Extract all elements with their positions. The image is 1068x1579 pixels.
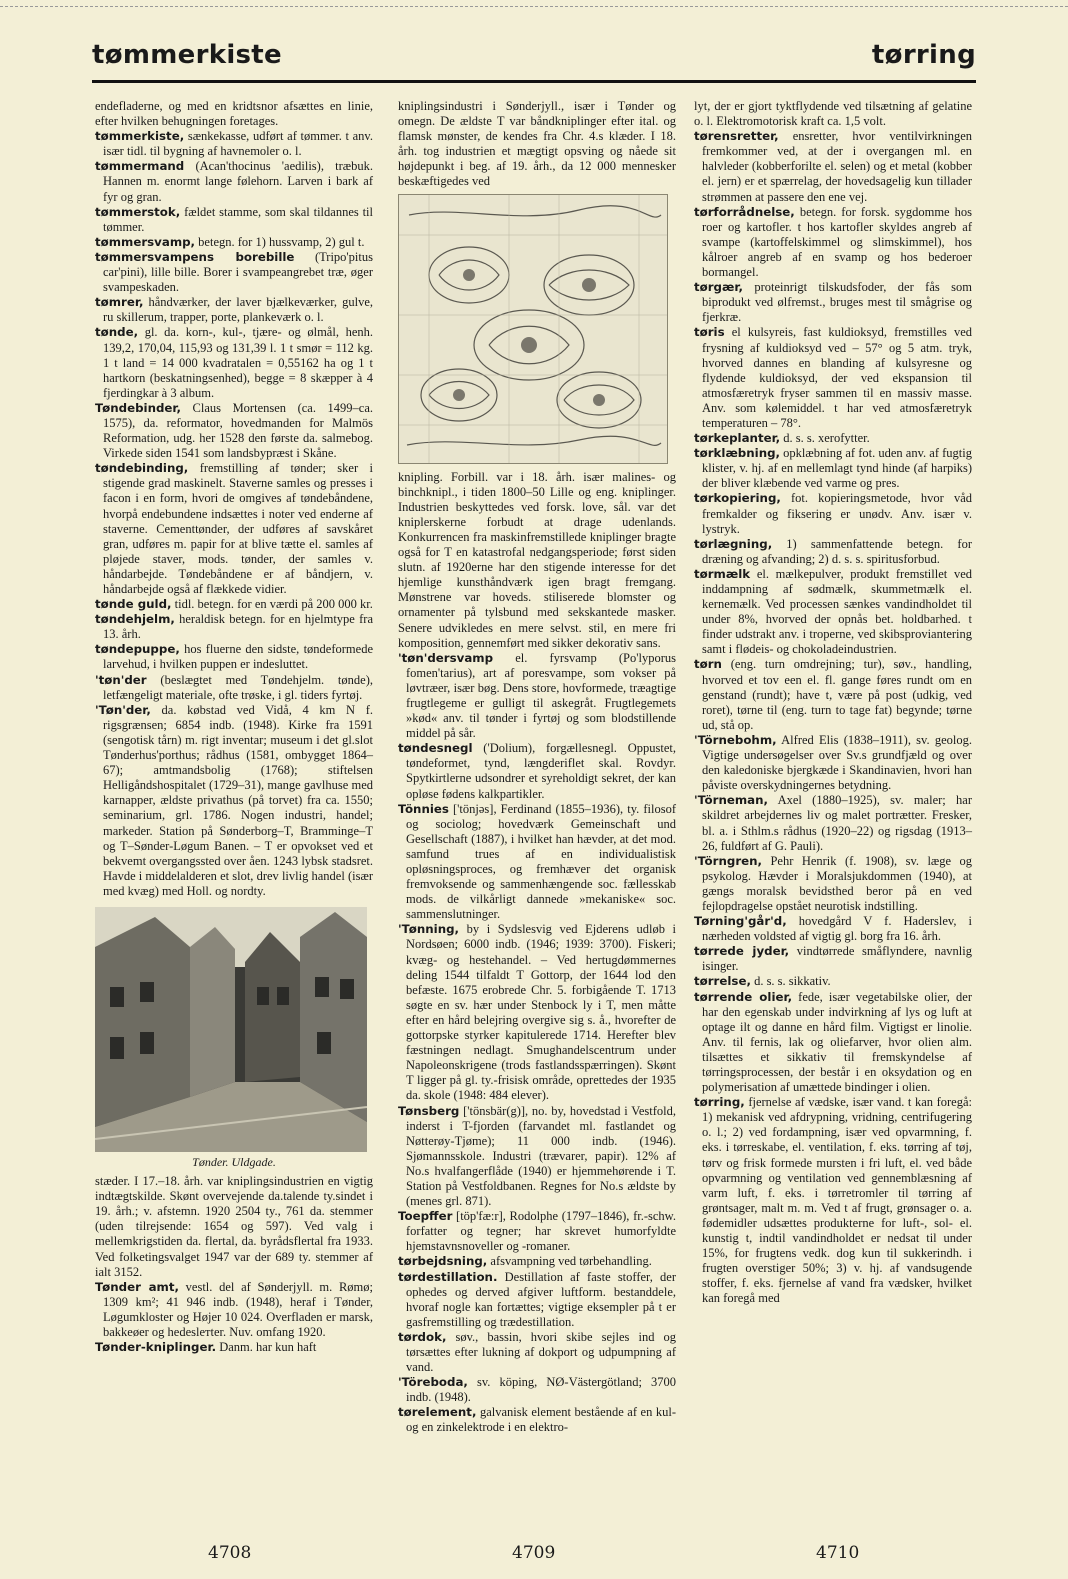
entry-headword: Toepffer bbox=[398, 1209, 453, 1224]
entry-text: Claus Mortensen (ca. 1499–ca. 1575), da. reformator, hovedmanden for Malmös Reformation, udg. her 1528 den første da. salmebog. Virkede siden 1541 som landsbypræst i Skåne. bbox=[103, 400, 373, 461]
entry-text: proteinrigt tilskudsfoder, der fås som biprodukt ved ølfremst., bruges mest til smågrise og fjerkræ. bbox=[702, 280, 972, 325]
entry-headword: tørn bbox=[694, 657, 722, 672]
entry-headword: tørbejdsning, bbox=[398, 1254, 488, 1269]
top-edge-line bbox=[0, 6, 1068, 7]
entry-headword: tørkeplanter, bbox=[694, 431, 781, 446]
entry-headword: 'Törneman, bbox=[694, 793, 769, 808]
column-1-entries bbox=[95, 99, 373, 899]
entry-text: gl. da. korn-, kul-, tjære- og ølmål, henh. 139,2, 170,04, 115,93 og 131,39 l. 1 t smør = 112 kg. 1 t land = 14 000 kvadratalen = 0,55162 ha og 1 t hartkorn (beskatningsenhed), begge = 8 skæpper à 4 fjerdingkar à 3 album. bbox=[103, 325, 373, 400]
entry-text: betegn. for forsk. sygdomme hos roer og kartofler. t hos kartofler skyldes angreb af svampe (kartoffelskimmel og slimskimmel), hos kålroer angreb af en svamp og hos bederoer bormangel. bbox=[702, 204, 972, 280]
dictionary-entry bbox=[398, 1104, 676, 1210]
entry-headword: tøndesnegl bbox=[398, 741, 473, 756]
entry-text: heraldisk betegn. for en hjelmtype fra 13. årh. bbox=[103, 612, 373, 642]
dictionary-entry bbox=[694, 280, 972, 325]
column-1-continued-entries bbox=[95, 1174, 373, 1355]
entry-headword: tøndebinding, bbox=[95, 461, 189, 476]
entry-text: fremstilling af tønder; sker i stigende grad maskinelt. Staverne samles og presses i facon i en form, hvori de omgives af tøndebåndene, hvorpå endebundene indsættes i noter ved enderne af staverne. Cementtønder, der udføres af savskåret gran, udføres m. papir for at blive tætte el. samles af pløjede staver, mods. tønder, der samles v. håndarbejde. Tøndebåndene er af båndjern, v. håndarbejde også af flækkede vidier. bbox=[103, 461, 373, 596]
dictionary-entry bbox=[694, 974, 972, 989]
page-number-right: 4710 bbox=[816, 1543, 860, 1563]
entry-headword: tønde, bbox=[95, 325, 139, 340]
dictionary-entry bbox=[95, 642, 373, 672]
dictionary-entry bbox=[398, 1209, 676, 1254]
column-2 bbox=[398, 99, 676, 1436]
dictionary-entry bbox=[694, 99, 972, 129]
entry-headword: Tønsberg bbox=[398, 1103, 460, 1118]
entry-headword: tømmersvamp, bbox=[95, 234, 196, 249]
entry-text: håndværker, der laver bjælkeværker, gulve, ru skillerum, trapper, porte, plankeværk o. l. bbox=[103, 295, 373, 325]
dictionary-entry bbox=[694, 1095, 972, 1306]
entry-text: Axel (1880–1925), sv. maler; har skildret arbejdernes liv og malet portrætter. Fresker, bl. a. i Sthlm.s rådhus (1920–22) og rigsdag (1913–26, fuldført af G. Pauli). bbox=[702, 793, 972, 853]
dictionary-entry bbox=[694, 733, 972, 793]
entry-headword: Tønder-kniplinger. bbox=[95, 1340, 217, 1355]
dictionary-entry bbox=[694, 944, 972, 974]
dictionary-entry bbox=[95, 703, 373, 899]
entry-headword: tønde guld, bbox=[95, 597, 172, 612]
dictionary-entry bbox=[398, 651, 676, 742]
entry-text: el kulsyreis, fast kuldioksyd, fremstilles ved frysning af kuldioksyd ved – 57° og 5 atm. tryk, hvorved dannes en blanding af kulsyresne og flydende kuldioksyd, der ved ekspansion til atmosfæretryk fryser sammen til en massiv masse. Anv. som kølemiddel. t har ved atmosfæretryk temperaturen – 78°. bbox=[702, 325, 972, 430]
entry-text: d. s. s. sikkativ. bbox=[750, 974, 831, 989]
dictionary-entry bbox=[694, 431, 972, 446]
entry-headword: tørrede jyder, bbox=[694, 944, 790, 959]
entry-text: [töp'fæ:r], Rodolphe (1797–1846), fr.-schw. forfatter og tegner; har skrevet humorfyldte hjemstavnsnoveller og -romaner. bbox=[406, 1209, 676, 1254]
dictionary-entry bbox=[95, 250, 373, 295]
entry-headword: tørmælk bbox=[694, 566, 751, 581]
street-photo-drawing bbox=[95, 907, 367, 1152]
dictionary-entry bbox=[95, 129, 373, 159]
entry-text: (Acan'thocinus 'aedilis), træbuk. Hannen m. enormt lange følehorn. Larven i bark af fyr og gran. bbox=[103, 159, 373, 204]
photo-caption: Tønder. Uldgade. bbox=[192, 1154, 276, 1169]
dictionary-entry bbox=[95, 673, 373, 703]
entry-headword: Tönnies bbox=[398, 801, 449, 816]
entry-text: ['tönjəs], Ferdinand (1855–1936), ty. filosof og sociolog; hovedværk Gemeinschaft und Gesellschaft (1887), i hvilket han hævder, at det mod. samfund trues af en individualistisk opløsningsproces, og fremhæver det organisk fremvoksende og sammenhængende soc. fællesskab mods. de vilkårligt dannede »mekaniske« soc. sammenslutninger. bbox=[406, 801, 676, 922]
dictionary-entry bbox=[694, 205, 972, 280]
entry-text: by i Sydslesvig ved Ejderens udløb i Nordsøen; 6000 indb. (1946; 1939: 3700). Fiskeri; kvæg- og hestehandel. – Ved hertugdømmernes deling 1544 tilfaldt T Gottorp, der 1644 lod den befæste. 1675 erobrede Chr. 5. forbigående T. 1713 søgte en sv. hær under Stenbock ly i T, men måtte efter en hård belejring overgive sig s. å., hvorefter de gottorpske styrker kapitulerede 1714. Herefter blev fæstningen nedlagt. Smughandelscentrum under Napoleonskrigene (trods fastlandsspærringen). Skønt T ligger på gl. ty.-frisisk område, oprettedes der 1935 da. skole (1948: 484 elever). bbox=[406, 922, 676, 1103]
entry-text: hos fluerne den sidste, tøndeformede larvehud, i hvilken puppen er indesluttet. bbox=[103, 642, 373, 672]
dictionary-entry bbox=[694, 657, 972, 732]
dictionary-entry bbox=[694, 537, 972, 567]
entry-headword: tøndepuppe, bbox=[95, 642, 180, 657]
entry-text: Danm. har kun haft bbox=[216, 1340, 317, 1355]
entry-text: Destillation af faste stoffer, der ophedes og derved afgiver luftform. bestanddele, hvoraf nogle kan fortættes; vigtige eksempler på t er gasfremstilling og trædestillation. bbox=[406, 1269, 676, 1329]
dictionary-entry bbox=[398, 922, 676, 1103]
column-3-entries bbox=[694, 99, 972, 1307]
column-3 bbox=[694, 99, 972, 1307]
dictionary-entry bbox=[398, 1375, 676, 1405]
entry-text: vindtørrede småflyndere, navnlig isinger. bbox=[702, 944, 972, 974]
entry-text: knipling. Forbill. var i 18. årh. især malines- og binchknipl., i tiden 1800–50 Lille og eng. kniplinger. Industrien beskyttedes ved forsk. love, sål. var det kniplerskerne forbudt at drage udenlands. Konkurrencen fra maskinfremstillede kniplinger bragte også for T en katastrofal nedgangsperiode; først siden slutn. af 1920erne har den stigende interesse for det hjemlige kunsthåndværk igen bragt fremgang. Mønstrene var hoveds. stiliserede blomster og ornamenter på tylsbund med sekskantede masker. Senere udvikledes en mere selvst. stil, en mere fri komposition, gennemført med sikker dekorativ sans. bbox=[398, 469, 676, 650]
entry-headword: 'Törngren, bbox=[694, 853, 763, 868]
entry-text: lyt, der er gjort tyktflydende ved tilsætning af gelatine o. l. Elektromotorisk kraft ca. 1,5 volt. bbox=[694, 99, 972, 129]
entry-text: endefladerne, og med en kridtsnor afsættes en linie, efter hvilken behugningen foretages. bbox=[95, 99, 373, 129]
entry-headword: tørlægning, bbox=[694, 536, 773, 551]
dictionary-entry bbox=[95, 1340, 373, 1355]
dictionary-entry bbox=[398, 1270, 676, 1330]
dictionary-entry bbox=[398, 1330, 676, 1375]
entry-text: ('Dolium), forgællesnegl. Oppustet, tøndeformet, tynd, længderiflet skal. Rovdyr. Spytkirtlerne udsondrer et syreholdigt sekret, der kan opløse fødens kalkpartikler. bbox=[406, 741, 676, 801]
page-number-middle: 4709 bbox=[512, 1543, 556, 1563]
entry-text: fot. kopieringsmetode, hvor våd fremkalder og fiksering er unødv. Anv. især v. lystryk. bbox=[702, 491, 972, 536]
entry-headword: 'tøn'der bbox=[95, 672, 147, 687]
column-2-bottom-entries bbox=[398, 470, 676, 1436]
entry-headword: tørelement, bbox=[398, 1405, 477, 1420]
dictionary-entry bbox=[95, 325, 373, 400]
entry-headword: tørforrådnelse, bbox=[694, 204, 795, 219]
column-1 bbox=[95, 99, 373, 1355]
entry-text: afsvampning ved tørbehandling. bbox=[487, 1254, 652, 1269]
entry-text: da. købstad ved Vidå, 4 km N f. rigsgrænsen; 6854 indb. (1948). Kirke fra 1591 (sengotisk tårn) m. rigt inventar; museum i det gl.slot Tønderhus'porthus; rådhus (1581, ombygget 1864–67); amtmandsbolig (1768); stiftelsen Helligåndshospitalet (1729–31), mange gavlhuse med karnapper, ældste privathus (på torvet) fra ca. 1550; seminarium, grl. 1786. Nogen industri, handel; markeder. Station på Sønderborg–T, Bramminge–T og T–Sønder-Løgum Banen. – T er opvokset ved et bekvemt overgangssted over åen. 1243 lybsk stadsret. Havde i middelalderen et slot, drev livlig handel (især med kvæg) med Holl. og nordty. bbox=[103, 702, 373, 898]
dictionary-entry bbox=[398, 470, 676, 651]
entry-headword: tørklæbning, bbox=[694, 446, 781, 461]
dictionary-entry bbox=[398, 99, 676, 190]
entry-headword: Tøndebinder, bbox=[95, 400, 181, 415]
header-rule bbox=[92, 80, 976, 83]
entry-headword: Tørning'går'd, bbox=[694, 914, 787, 929]
entry-text: Alfred Elis (1838–1911), sv. geolog. Vigtige undersøgelser over Sv.s grundfjæld og over den kaledoniske bjergkæde i Skandinavien, hvori han påviste overskydningernes betydning. bbox=[702, 732, 972, 793]
entry-headword: tørensretter, bbox=[694, 129, 779, 144]
entry-text: galvanisk element bestående af en kul- og en zinkelektrode i en elektro- bbox=[406, 1405, 676, 1435]
entry-text: (Tripo'pitus car'pini), lille bille. Borer i svampeangrebet træ, øger svampeskaden. bbox=[103, 249, 373, 295]
dictionary-entry bbox=[694, 914, 972, 944]
entry-text: sv. köping, NØ-Västergötland; 3700 indb. (1948). bbox=[406, 1375, 676, 1405]
entry-text: (beslægtet med Tøndehjelm. tønde), letfængeligt materiale, ofte trøske, i gl. tiders fyrtøj. bbox=[103, 672, 373, 702]
entry-text: fjernelse af vædske, især vand. t kan foregå: 1) mekanisk ved afdrypning, vridning, centrifugering o. l.; 2) ved fordampning, især ved opvarmning, f. eks. i tørreskabe, el. ventilation, f. eks. tørring af tøj, tørv og frisk formede mursten i fri luft, el. ved både opvarmning og ventilation ved gennemblæsning af varm luft, f. eks. i tørretromler til tørring af grøntsager, malt m. m. Ved t af frugt, grønsager o. a. fødemidler udsættes produkterne for luft-, sol- el. kunstig t, indtil vandindholdet er nedsat til under 15%, for frugtens vedk. dog kun til sukkerindh. i frugten overstiger 50%; 3) v. hj. af vandsugende stoffer, f. eks. fjernelse af vand fra vædsker, hvilket kan foregå med bbox=[702, 1095, 972, 1306]
dictionary-entry bbox=[694, 129, 972, 204]
entry-headword: tørkopiering, bbox=[694, 491, 781, 506]
dictionary-entry bbox=[95, 1280, 373, 1340]
entry-text: fældet stamme, som skal tildannes til tømmer. bbox=[103, 204, 373, 234]
dictionary-entry bbox=[694, 325, 972, 431]
entry-headword: tørgær, bbox=[694, 280, 743, 295]
header-right-guideword: tørring bbox=[871, 40, 976, 70]
dictionary-entry bbox=[95, 401, 373, 461]
entry-headword: Tønder amt, bbox=[95, 1279, 179, 1294]
entry-text: el. fyrsvamp (Po'lyporus fomen'tarius), art af poresvampe, som vokser på løvtræer, især bøg. Dens store, hovformede, træagtige frugtlegeme er gulligt til askegråt. Frugtlegemets »kød« anv. til tønder i fyrtøj og som blodstillende middel på sår. bbox=[406, 650, 676, 741]
dictionary-entry bbox=[95, 461, 373, 597]
page-number-left: 4708 bbox=[208, 1543, 252, 1563]
entry-text: ['tönsbär(g)], no. by, hovedstad i Vestfold, inderst i T-fjorden (farvandet ml. fastlandet og Nøtterøy-Tjøme); 11 000 indb. (1946). Sjømannsskole. Industri (trævarer, papir). 12% af No.s hvalfangerflåde (1940) er hjemmehørende i T. Station på Vestfoldbanen. Regnes for No.s ældste by (menes grl. 871). bbox=[406, 1103, 676, 1209]
entry-headword: tømmerkiste, bbox=[95, 129, 185, 144]
entry-headword: tørdok, bbox=[398, 1329, 447, 1344]
dictionary-entry bbox=[694, 793, 972, 853]
dictionary-entry bbox=[95, 612, 373, 642]
entry-text: hovedgård V f. Haderslev, i nærheden voldsted af vigtig gl. borg fra 16. årh. bbox=[702, 914, 972, 944]
dictionary-entry bbox=[398, 741, 676, 801]
entry-headword: tørring, bbox=[694, 1095, 745, 1110]
entry-headword: tømmersvampens borebille bbox=[95, 249, 295, 264]
entry-headword: 'Töreboda, bbox=[398, 1375, 468, 1390]
dictionary-entry bbox=[95, 235, 373, 250]
dictionary-entry bbox=[95, 1174, 373, 1280]
entry-headword: tørrende olier, bbox=[694, 989, 793, 1004]
entry-text: søv., bassin, hvori skibe sejles ind og tørsættes efter lukning af dokport og udpumpning af vand. bbox=[406, 1329, 676, 1375]
entry-text: el. mælkepulver, produkt fremstillet ved inddampning af sødmælk, skummetmælk el. kernemælk. Ved processen sænkes vandindholdet til under 8%, hvorved der opnås bet. holdbarhed. t finder udstrakt anv. i troperne, ved skibsproviantering samt i flødeis- og chokoladeindustrien. bbox=[702, 566, 972, 657]
entry-headword: 'Tønning, bbox=[398, 922, 460, 937]
dictionary-entry bbox=[398, 802, 676, 923]
entry-text: stæder. I 17.–18. årh. var kniplingsindustrien en vigtig indtægtskilde. Skønt overvejende da.talende ty.sindet i 19. årh.; v. afstemn. 1920 2504 ty., 761 da. stemmer (uden tilrejsende: 1654 og 597). Ved valg i mellemkrigstiden da. flertal, da. byrådsflertal fra 1933. Ved folketingsvalget 1947 var der 689 ty. stemmer af ialt 3152. bbox=[95, 1174, 373, 1279]
entry-text: kniplingsindustri i Sønderjyll., især i Tønder og omegn. De ældste T var båndkniplinger efter ital. og flamsk mønster, de kendes fra Chr. 4.s klæder. I 18. årh. tog industrien et mægtigt opsving og nåede sit højdepunkt i beg. af 19. årh., da 12 000 mennesker beskæftigedes ved bbox=[398, 99, 676, 189]
entry-headword: 'tøn'dersvamp bbox=[398, 650, 494, 665]
dictionary-entry bbox=[95, 99, 373, 129]
entry-text: sænkekasse, udført af tømmer. t anv. især tidl. til bygning af havnemoler o. l. bbox=[103, 129, 373, 159]
dictionary-entry bbox=[694, 854, 972, 914]
dictionary-entry bbox=[694, 446, 972, 491]
dictionary-entry bbox=[694, 990, 972, 1096]
entry-headword: tømrer, bbox=[95, 295, 144, 310]
dictionary-entry bbox=[95, 159, 373, 204]
dictionary-entry bbox=[95, 295, 373, 325]
dictionary-entry bbox=[694, 567, 972, 658]
entry-headword: tøndehjelm, bbox=[95, 612, 175, 627]
entry-text: vestl. del af Sønderjyll. m. Rømø; 1309 km²; 41 946 indb. (1948), heraf i Tønder, Løgumkloster og Højer 10 024. Overfladen er marsk, bakkeøer og hedeslетter. Nuv. omfang 1920. bbox=[103, 1279, 373, 1339]
dictionary-entry bbox=[95, 597, 373, 612]
entry-headword: 'Törnebohm, bbox=[694, 732, 777, 747]
entry-text: ensretter, hvor ventilvirkningen fremkommer ved, at der i overgangen ml. en halvleder (kobberforilte el. selen) og et metal (kobber el. jern) er et spærrelag, der hovedsagelig kun tillader strømmen at passere den ene vej. bbox=[702, 129, 972, 204]
entry-text: opklæbning af fot. uden anv. af fugtig klister, v. hj. af en mellemlagt tynd hinde (af harpiks) der bliver klæbende ved varme og pres. bbox=[702, 446, 972, 491]
header-left-guideword: tømmerkiste bbox=[92, 40, 282, 70]
dictionary-entry bbox=[398, 1254, 676, 1269]
entry-headword: tøris bbox=[694, 325, 725, 340]
entry-headword: tørrelse, bbox=[694, 974, 751, 989]
entry-text: d. s. s. xerofytter. bbox=[780, 431, 870, 446]
entry-text: Pehr Henrik (f. 1908), sv. læge og psykolog. Hævder i Moralsjukdommen (1940), at gængs moralsk bevidsthed beror på en ved fejlopdragelse opstået neurotisk indstilling. bbox=[702, 853, 972, 913]
entry-text: tidl. betegn. for en værdi på 200 000 kr. bbox=[171, 597, 373, 612]
entry-text: betegn. for 1) hussvamp, 2) gul t. bbox=[195, 234, 365, 249]
entry-headword: tømmermand bbox=[95, 159, 185, 174]
lace-pattern-drawing bbox=[399, 195, 667, 463]
entry-text: (eng. turn omdrejning; tur), søv., handling, hvorved et tov een el. fl. gange føres rundt om en genstand (rundt); have t, være på post (udkig, ved roret), tørne til (eng. turn to tage fat) begynde; tørne ud, stå op. bbox=[702, 657, 972, 732]
entry-headword: 'Tøn'der, bbox=[95, 702, 151, 717]
entry-text: fede, især vegetabilske olier, der har den egenskab under indvirkning af lys og luft at optage ilt og danne en hård film. Vigtigst er linolie. Anv. til fernis, lak og oliefarver, hvor olien alm. tilsættes et sikkativ til fremskyndelse af tørringsprocessen, der består i en oksydation og en polymerisation af umættede bindinger i olien. bbox=[702, 989, 972, 1095]
lace-photo bbox=[398, 194, 668, 464]
entry-headword: tømmerstok, bbox=[95, 204, 181, 219]
dictionary-entry bbox=[694, 491, 972, 536]
column-2-top-entries bbox=[398, 99, 676, 190]
entry-headword: tørdestillation. bbox=[398, 1269, 498, 1284]
dictionary-entry bbox=[95, 205, 373, 235]
dictionary-entry bbox=[398, 1405, 676, 1435]
entry-text: 1) sammenfattende betegn. for dræning og afvanding; 2) d. s. s. spiritusforbud. bbox=[702, 536, 972, 566]
tonder-street-photo bbox=[95, 907, 367, 1152]
